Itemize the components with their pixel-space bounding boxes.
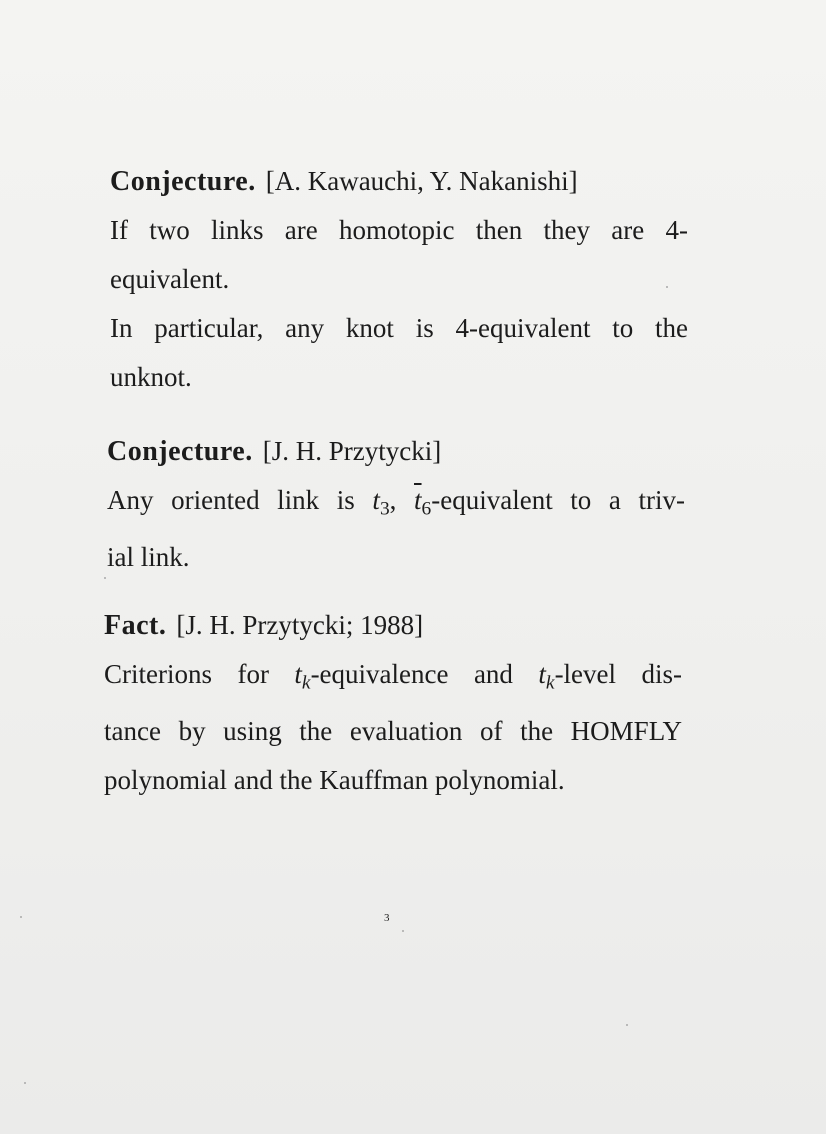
conjecture-attribution: [J. H. Przytycki] [262, 436, 442, 466]
fact-text-line: polynomial and the Kauffman polynomial. [104, 765, 565, 796]
math-tk [294, 659, 311, 694]
conjecture-attribution: [A. Kawauchi, Y. Nakanishi] [265, 166, 578, 196]
math-base-overline: $\overline{t}$ [414, 485, 422, 515]
fact-keyword: Fact. [104, 610, 167, 641]
scan-speck [104, 577, 106, 579]
text-fragment: Any oriented link is [107, 485, 373, 515]
scan-speck [402, 930, 404, 932]
conjecture-text-line: In particular, any knot is 4-equivalent to the [110, 313, 688, 343]
math-subscript: k [545, 672, 555, 694]
math-t6-bar [414, 485, 432, 520]
math-tk [538, 659, 555, 694]
fact-text-line: tance by using the evaluation of the HOMFLY [104, 716, 682, 747]
conjecture-przytycki [107, 427, 685, 582]
math-base: t [294, 659, 302, 689]
scan-speck [20, 916, 22, 918]
conjecture-heading [110, 157, 688, 206]
scan-speck [24, 1082, 26, 1084]
math-t3 [372, 485, 390, 520]
conjecture-text-line [107, 476, 685, 533]
fact-przytycki-1988 [104, 601, 682, 805]
conjecture-keyword: Conjecture. [110, 166, 256, 197]
conjecture-heading [107, 427, 685, 476]
scan-speck [626, 1024, 628, 1026]
text-fragment: , [389, 485, 415, 515]
text-fragment: -equivalence and [310, 659, 539, 689]
math-base: t [372, 485, 380, 515]
conjecture-text-line: unknot. [110, 362, 192, 392]
math-subscript: 3 [379, 498, 390, 520]
text-fragment: -level dis- [554, 659, 682, 689]
conjecture-text-line: equivalent. [110, 264, 230, 294]
fact-heading [104, 601, 682, 650]
page-number: 3 [384, 912, 390, 924]
fact-text-line [104, 650, 682, 707]
math-base: t [538, 659, 546, 689]
text-fragment: -equivalent to a triv- [431, 485, 685, 515]
fact-attribution: [J. H. Przytycki; 1988] [176, 610, 424, 640]
conjecture-kawauchi-nakanishi [110, 157, 688, 402]
conjecture-text-line: If two links are homotopic then they are 4- [110, 215, 688, 245]
conjecture-keyword: Conjecture. [107, 436, 253, 467]
math-subscript: 6 [421, 498, 432, 520]
conjecture-text-line: ial link. [107, 542, 190, 573]
scan-speck [666, 286, 668, 288]
text-fragment: Criterions for [104, 659, 295, 689]
math-subscript: k [301, 672, 311, 694]
